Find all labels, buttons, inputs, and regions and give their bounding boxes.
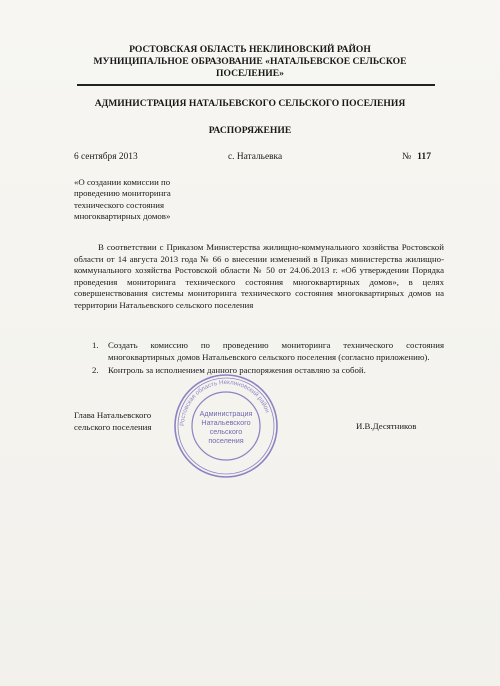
document-place: с. Натальевка — [228, 152, 283, 162]
seal-text-line: поселения — [208, 436, 244, 445]
subject-line: многоквартирных домов» — [74, 211, 171, 222]
signatory-title-line: сельского поселения — [74, 421, 152, 432]
official-seal — [172, 372, 280, 480]
number-sign: № — [402, 151, 412, 162]
subject-line: проведению мониторинга — [74, 188, 171, 199]
number-value: 117 — [417, 151, 432, 162]
document-date: 6 сентября 2013 — [74, 152, 138, 162]
document-subject — [74, 177, 234, 223]
header-line-3: ПОСЕЛЕНИЕ» — [216, 68, 284, 79]
signatory-name: И.В.Десятников — [356, 421, 417, 431]
subject-line: «О создании комиссии по — [74, 177, 171, 187]
seal-text-line: сельского — [209, 427, 243, 436]
list-item-number: 1. — [92, 340, 99, 350]
seal-ring-textpath: Ростовская область Неклиновский район — [178, 378, 271, 427]
seal-text-line: Администрация — [199, 409, 253, 418]
document-type: РАСПОРЯЖЕНИЕ — [208, 125, 292, 136]
administration-title: АДМИНИСТРАЦИЯ НАТАЛЬЕВСКОГО СЕЛЬСКОГО ПОСЕЛЕНИЯ — [94, 98, 406, 109]
list-item-text: Контроль за исполнением данного распоряжения оставляю за собой. — [108, 365, 366, 376]
signatory-title-line: Глава Натальевского — [74, 410, 152, 420]
subject-line: технического состояния — [74, 199, 165, 210]
preamble-paragraph: В соответствии с Приказом Министерства жилищно-коммунального хозяйства Ростовской области от 14 августа 2013 года № 66 о внесении изменений в Приказ министерства жилищно-коммунального хозяйства Ростовской области № 50 от 24.06.2013 г. «Об утверждении Порядка проведения мониторинга технического состояния многоквартирных домов», в целях совершенствования системы мониторинга технического состояния многоквартирных домов на территории Натальевского сельского поселения — [74, 242, 444, 310]
header-divider — [77, 84, 435, 86]
list-item-number: 2. — [92, 365, 99, 376]
header-line-2: МУНИЦИПАЛЬНОЕ ОБРАЗОВАНИЕ «НАТАЛЬЕВСКОЕ СЕЛЬСКОЕ — [93, 56, 407, 67]
document-number — [402, 151, 431, 162]
header-line-1: РОСТОВСКАЯ ОБЛАСТЬ НЕКЛИНОВСКИЙ РАЙОН — [129, 44, 371, 55]
list-item — [74, 340, 444, 363]
seal-text-line: Натальевского — [201, 418, 251, 427]
list-item-text: Создать комиссию по проведению мониторинга технического состояния многоквартирных домов Натальевского сельского поселения (согласно приложению). — [108, 340, 444, 362]
